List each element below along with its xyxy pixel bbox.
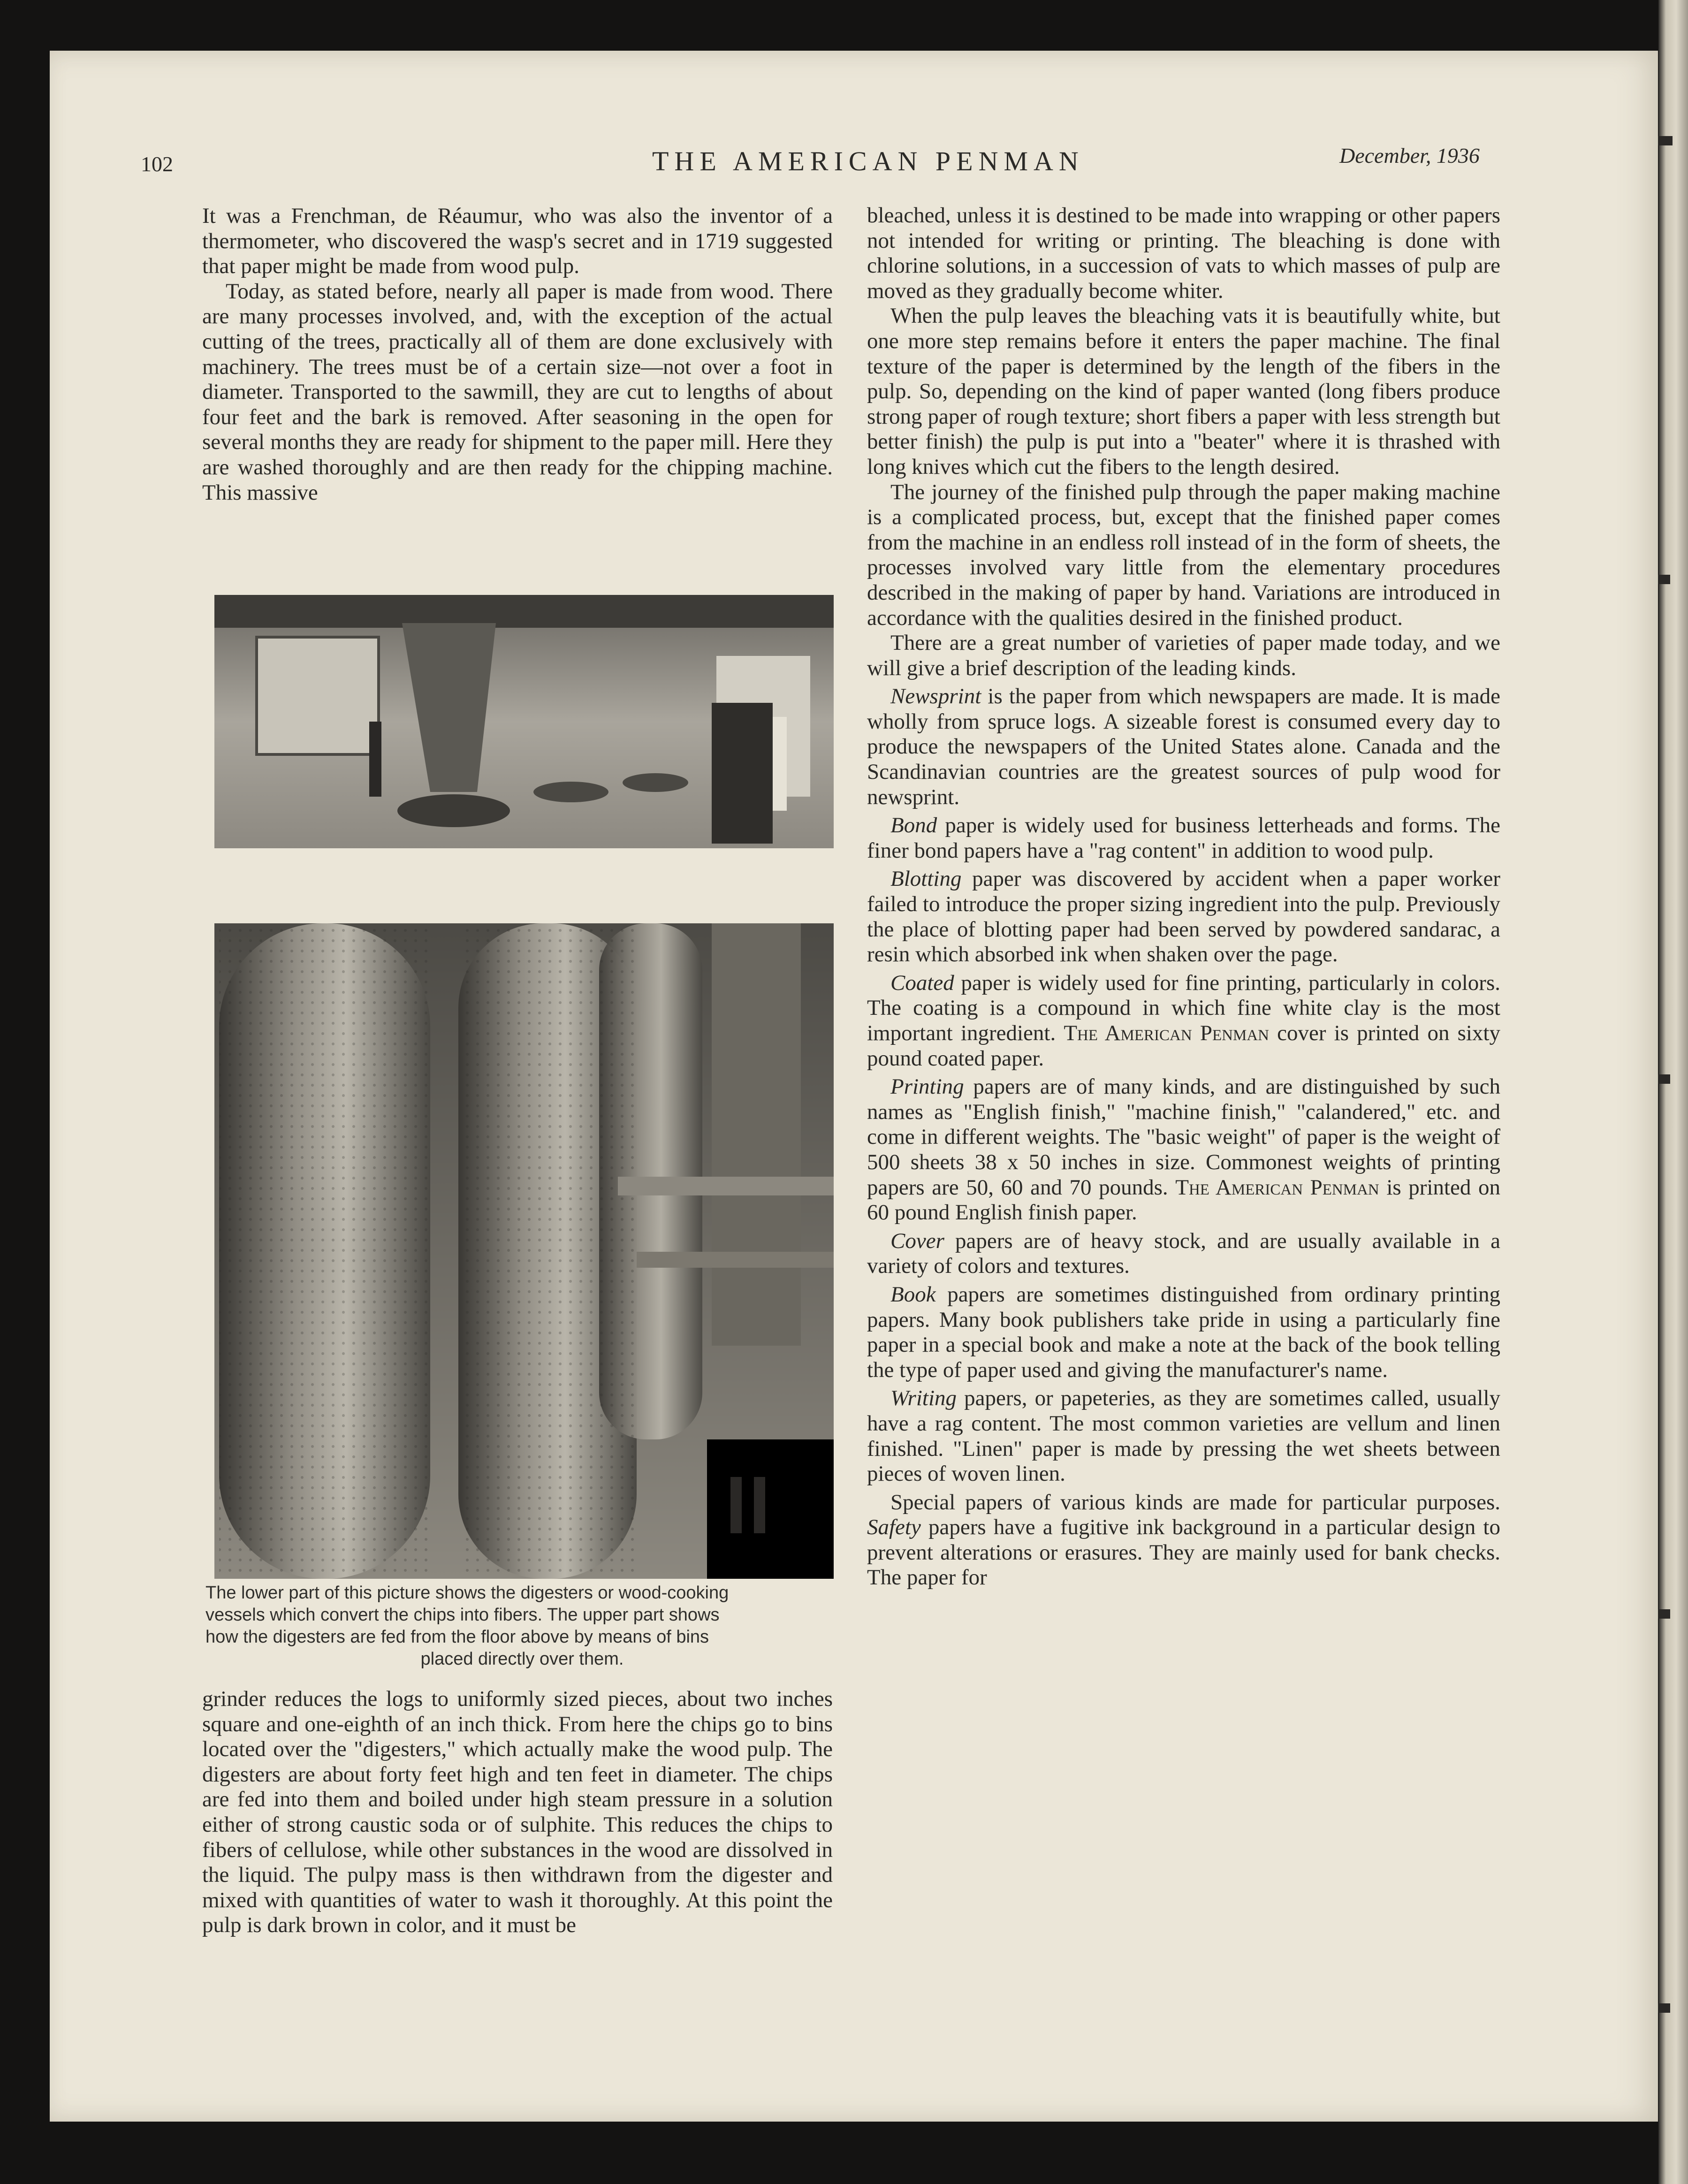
term: Coated (890, 970, 954, 995)
page-edge (1658, 0, 1688, 2184)
paragraph-text: paper is widely used for business letterheads and forms. The finer bond papers have a "rag content" in addition to wood pulp. (867, 813, 1500, 863)
paragraph-text: Special papers of various kinds are made for particular purposes. (890, 1490, 1500, 1514)
journal-name: The American Penman (1175, 1175, 1379, 1200)
term: Printing (890, 1074, 964, 1099)
caption-line: how the digesters are fed from the floor above by means of bins (205, 1627, 709, 1647)
term: Book (890, 1282, 936, 1307)
paragraph-text: papers are of many kinds, and are distinguished by such names as "English finish," "machine finish," "calandered," etc. and come in different weights. The "basic weight" of paper is the weight of 500 sheets 38 x 50 inches in size. Commonest weights of printing papers are 50, 60 and 70 pounds. (867, 1074, 1500, 1200)
term: Cover (890, 1228, 944, 1253)
journal-title: THE AMERICAN PENMAN (652, 146, 1084, 176)
paragraph-text: papers are of heavy stock, and are usually available in a variety of colors and textures. (867, 1228, 1500, 1278)
right-column (867, 203, 1500, 1590)
paragraph-text: papers have a fugitive ink background in a particular design to prevent alterations or erasures. They are mainly used for bank checks. The paper for (867, 1515, 1500, 1590)
term: Blotting (890, 867, 962, 891)
paragraph-text: papers, or papeteries, as they are sometimes called, usually have a rag content. The most common varieties are vellum and linen finished. "Linen" paper is made by pressing the wet sheets between pieces of woven linen. (867, 1386, 1500, 1486)
bond-paragraph (867, 813, 1500, 863)
cover-paragraph (867, 1229, 1500, 1279)
left-column-top (202, 204, 833, 505)
writing-paragraph (867, 1386, 1500, 1486)
caption-line: vessels which convert the chips into fibers. The upper part shows (205, 1605, 720, 1625)
paragraph-text: paper is widely used for fine printing, particularly in colors. The coating is a compound in which fine white clay is the most important ingredient. (867, 970, 1500, 1045)
paragraph-text: cover is printed on sixty pound coated paper. (867, 1021, 1500, 1071)
caption-line: The lower part of this picture shows the digesters or wood-cooking (205, 1583, 729, 1603)
caption-line: placed directly over them. (420, 1649, 624, 1669)
term: Bond (890, 813, 937, 838)
paragraph: bleached, unless it is destined to be made into wrapping or other papers not intended for writing or printing. The bleaching is done with chlorine solutions, in a succession of vats to which masses of pulp are moved as they gradually become whiter. (867, 203, 1500, 303)
term: Writing (890, 1386, 957, 1411)
paragraph: It was a Frenchman, de Réaumur, who was also the inventor of a thermometer, who discovered the wasp's secret and in 1719 suggested that paper might be made from wood pulp. (202, 204, 833, 279)
issue-date: December, 1936 (1339, 144, 1480, 167)
paragraph: When the pulp leaves the bleaching vats it is beautifully white, but one more step remains before it enters the paper machine. The final texture of the paper is determined by the length of the fibers in the pulp. So, depending on the kind of paper wanted (long fibers produce strong paper of rough texture; short fibers a paper with less strength but better finish) the pulp is put into a "beater" where it is thrashed with long knives which cut the fibers to the length desired. (867, 304, 1500, 479)
left-column-bottom (202, 1687, 833, 1938)
paragraph-text: papers are sometimes distinguished from ordinary printing papers. Many book publishers take pride in using a particularly fine paper in a special book and make a note at the back of the book telling the type of paper used and giving the manufacturer's name. (867, 1282, 1500, 1382)
blotting-paragraph (867, 867, 1500, 967)
newsprint-paragraph (867, 684, 1500, 810)
paragraph-text: paper was discovered by accident when a paper worker failed to introduce the proper sizing ingredient into the pulp. Previously the place of blotting paper had been served by powdered sandarac, a resin which absorbed ink when shaken over the page. (867, 867, 1500, 967)
paragraph: Today, as stated before, nearly all paper is made from wood. There are many processes involved, and, with the exception of the actual cutting of the trees, practically all of them are done exclusively with machinery. The trees must be of a certain size—not over a foot in diameter. Transported to the sawmill, they are cut to lengths of about four feet and the bark is removed. After seasoning in the open for several months they are ready for shipment to the paper mill. Here they are washed thoroughly and are then ready for the chipping machine. This massive (202, 279, 833, 505)
page-number: 102 (141, 152, 173, 176)
special-paragraph (867, 1490, 1500, 1590)
paragraph-text: is printed on 60 pound English finish paper. (867, 1175, 1500, 1225)
digester-photograph (214, 595, 834, 1579)
photo-caption (205, 1582, 839, 1670)
paragraph: grinder reduces the logs to uniformly sized pieces, about two inches square and one-eighth of an inch thick. From here the chips go to bins located over the "digesters," which actually make the wood pulp. The digesters are about forty feet high and ten feet in diameter. The chips are fed into them and boiled under high steam pressure in a solution either of strong caustic soda or of sulphite. This reduces the chips to fibers of cellulose, while other substances in the wood are dissolved in the liquid. The pulpy mass is then withdrawn from the digester and mixed with quantities of water to wash it thoroughly. At this point the pulp is dark brown in color, and it must be (202, 1687, 833, 1938)
term: Newsprint (890, 684, 981, 709)
term: Safety (867, 1515, 921, 1540)
coated-paragraph (867, 971, 1500, 1071)
journal-name: The American Penman (1064, 1021, 1269, 1045)
printing-paragraph (867, 1074, 1500, 1225)
book-paragraph (867, 1282, 1500, 1383)
paragraph-text: is the paper from which newspapers are made. It is made wholly from spruce logs. A sizeable forest is consumed every day to produce the newspapers of the United States alone. Canada and the Scandinavian countries are the greatest sources of pulp wood for newsprint. (867, 684, 1500, 809)
paragraph: The journey of the finished pulp through the paper making machine is a complicated process, but, except that the finished paper comes from the machine in an endless roll instead of in the form of sheets, the processes involved vary little from the elementary procedures described in the making of paper by hand. Variations are introduced in accordance with the qualities desired in the finished product. (867, 479, 1500, 630)
paragraph: There are a great number of varieties of paper made today, and we will give a brief description of the leading kinds. (867, 631, 1500, 680)
